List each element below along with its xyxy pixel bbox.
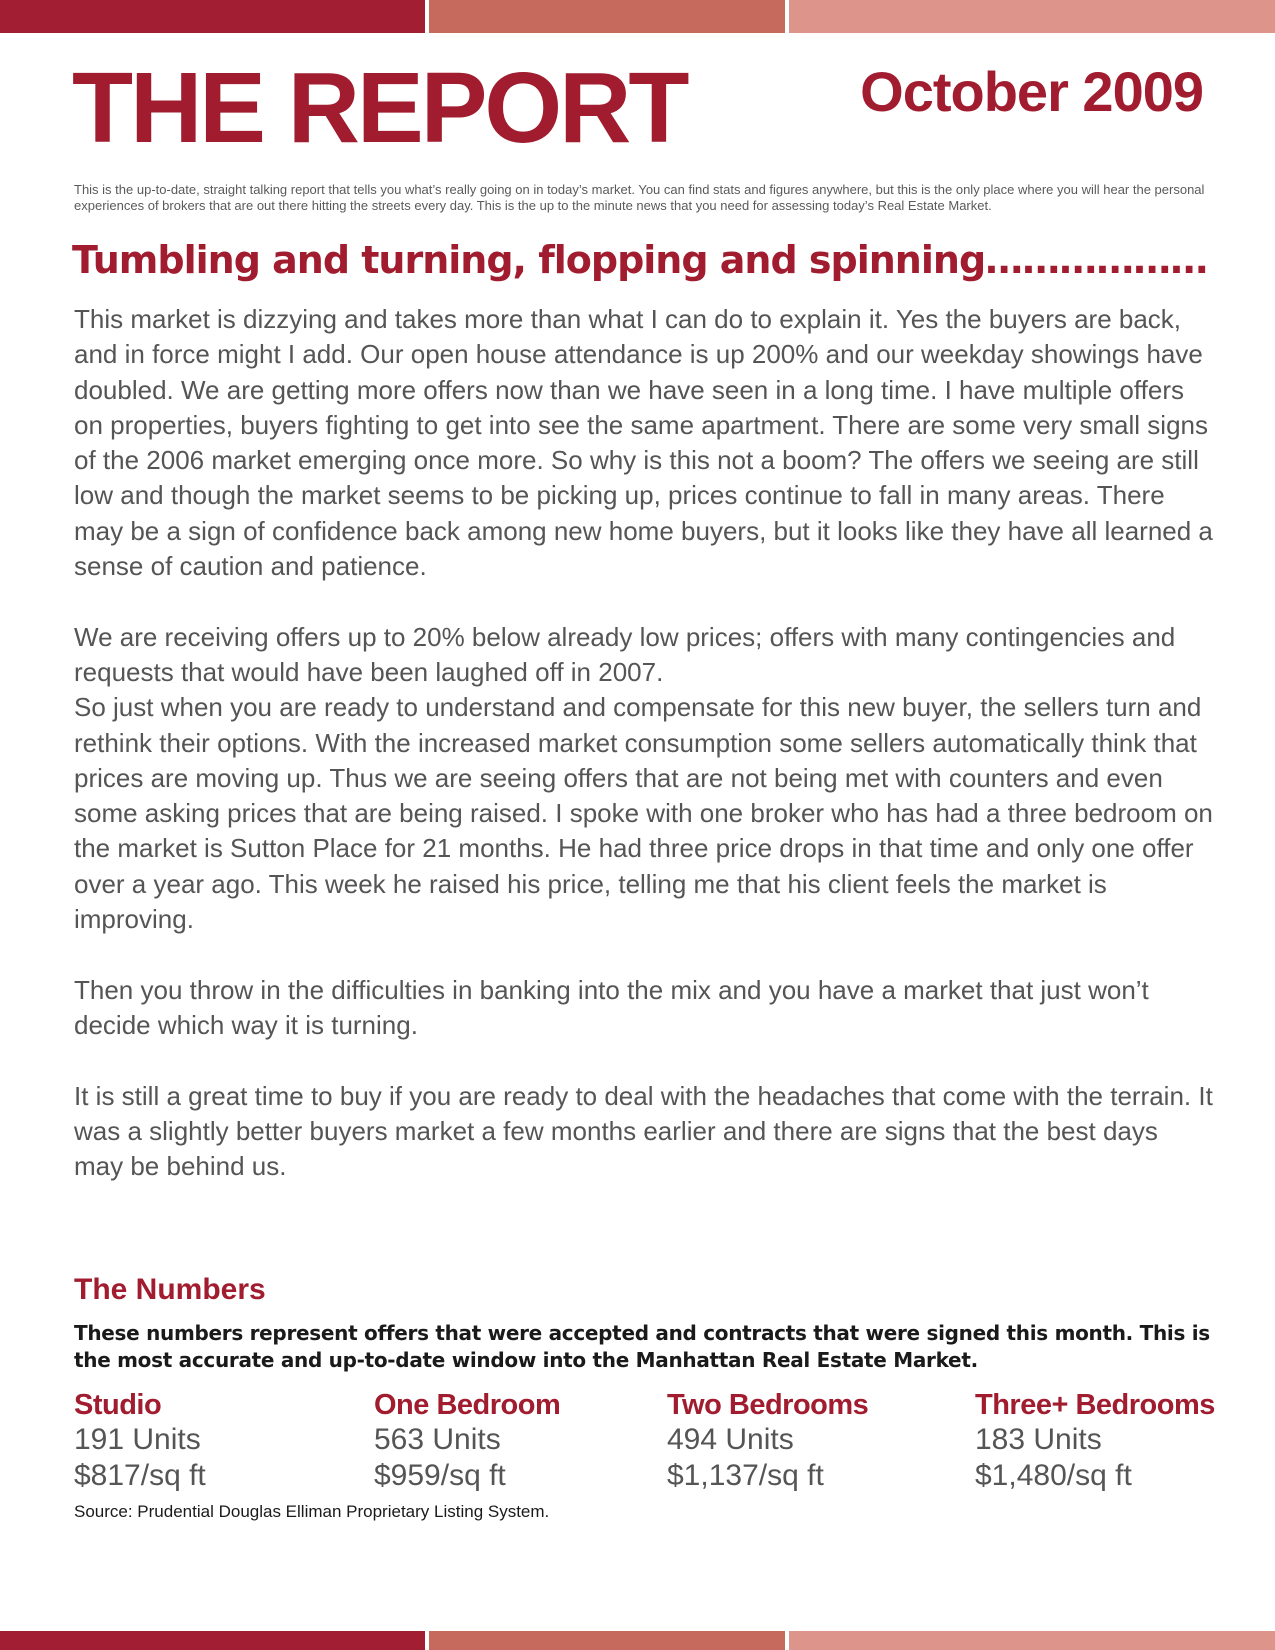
stat-units: 494 Units [667, 1423, 794, 1456]
article-body [74, 302, 1214, 1184]
bottom-color-bar [0, 1631, 1275, 1650]
top-bar-segment-dark [0, 0, 425, 33]
article-paragraph: We are receiving offers up to 20% below already low prices; offers with many contingencies and requests that would have been laughed off in 2007. So just when you are ready to understand and compensate for this new buyer, the sellers turn and rethink their options. With the increased market consumption some sellers automatically think that prices are moving up. Thus we are seeing offers that are not being met with counters and even some asking prices that are being raised. I spoke with one broker who has had a three bedroom on the market is Sutton Place for 21 months. He had three price drops in that time and only one offer over a year ago. This week he raised his price, telling me that his client feels the market is improving. [74, 621, 1213, 935]
stat-units: 563 Units [374, 1423, 501, 1456]
top-bar-segment-medium [429, 0, 785, 33]
stat-units: 191 Units [74, 1423, 201, 1456]
stat-price: $1,137/sq ft [667, 1459, 824, 1492]
bottom-bar-segment-light [789, 1631, 1275, 1650]
stat-label: Two Bedrooms [667, 1389, 869, 1421]
numbers-section-title: The Numbers [74, 1273, 266, 1306]
report-title: THE REPORT [72, 52, 687, 164]
stat-three-plus-bedrooms [975, 1388, 1215, 1494]
stat-label: Three+ Bedrooms [975, 1389, 1215, 1421]
stat-label: One Bedroom [374, 1389, 561, 1421]
stat-price: $817/sq ft [74, 1459, 206, 1492]
stat-studio [74, 1388, 206, 1494]
article-paragraph: Then you throw in the difficulties in banking into the mix and you have a market that just won’t decide which way it is turning. [74, 974, 1149, 1040]
source-note: Source: Prudential Douglas Elliman Proprietary Listing System. [74, 1502, 550, 1521]
bottom-bar-segment-dark [0, 1631, 425, 1650]
stat-price: $959/sq ft [374, 1459, 506, 1492]
top-color-bar [0, 0, 1275, 33]
numbers-description: These numbers represent offers that were accepted and contracts that were signed this month. This is the most accurate and up-to-date window into the Manhattan Real Estate Market. [74, 1321, 1210, 1372]
intro-text: This is the up-to-date, straight talking report that tells you what’s really going on in today’s market. You can find stats and figures anywhere, but this is the only place where you will hear the personal experiences of brokers that are out there hitting the streets every day. This is the up to the minute news that you need for assessing today’s Real Estate Market. [74, 182, 1205, 213]
article-headline: Tumbling and turning, flopping and spinning……………… [72, 238, 1208, 282]
stat-units: 183 Units [975, 1423, 1102, 1456]
top-bar-segment-light [789, 0, 1275, 33]
stat-price: $1,480/sq ft [975, 1459, 1132, 1492]
article-paragraph: It is still a great time to buy if you are ready to deal with the headaches that come with the terrain. It was a slightly better buyers market a few months earlier and there are signs that the best days may be behind us. [74, 1080, 1213, 1182]
stat-two-bedrooms [667, 1388, 868, 1494]
bottom-bar-segment-medium [429, 1631, 785, 1650]
stat-label: Studio [74, 1389, 162, 1421]
stat-one-bedroom [374, 1388, 560, 1494]
article-paragraph: This market is dizzying and takes more than what I can do to explain it. Yes the buyers are back, and in force might I add. Our open house attendance is up 200% and our weekday showings have doubled. We are getting more offers now than we have seen in a long time. I have multiple offers on properties, buyers fighting to get into see the same apartment. There are some very small signs of the 2006 market emerging once more. So why is this not a boom? The offers we seeing are still low and though the market seems to be picking up, prices continue to fall in many areas. There may be a sign of confidence back among new home buyers, but it looks like they have all learned a sense of caution and patience. [74, 304, 1213, 582]
report-date: October 2009 [860, 60, 1203, 123]
